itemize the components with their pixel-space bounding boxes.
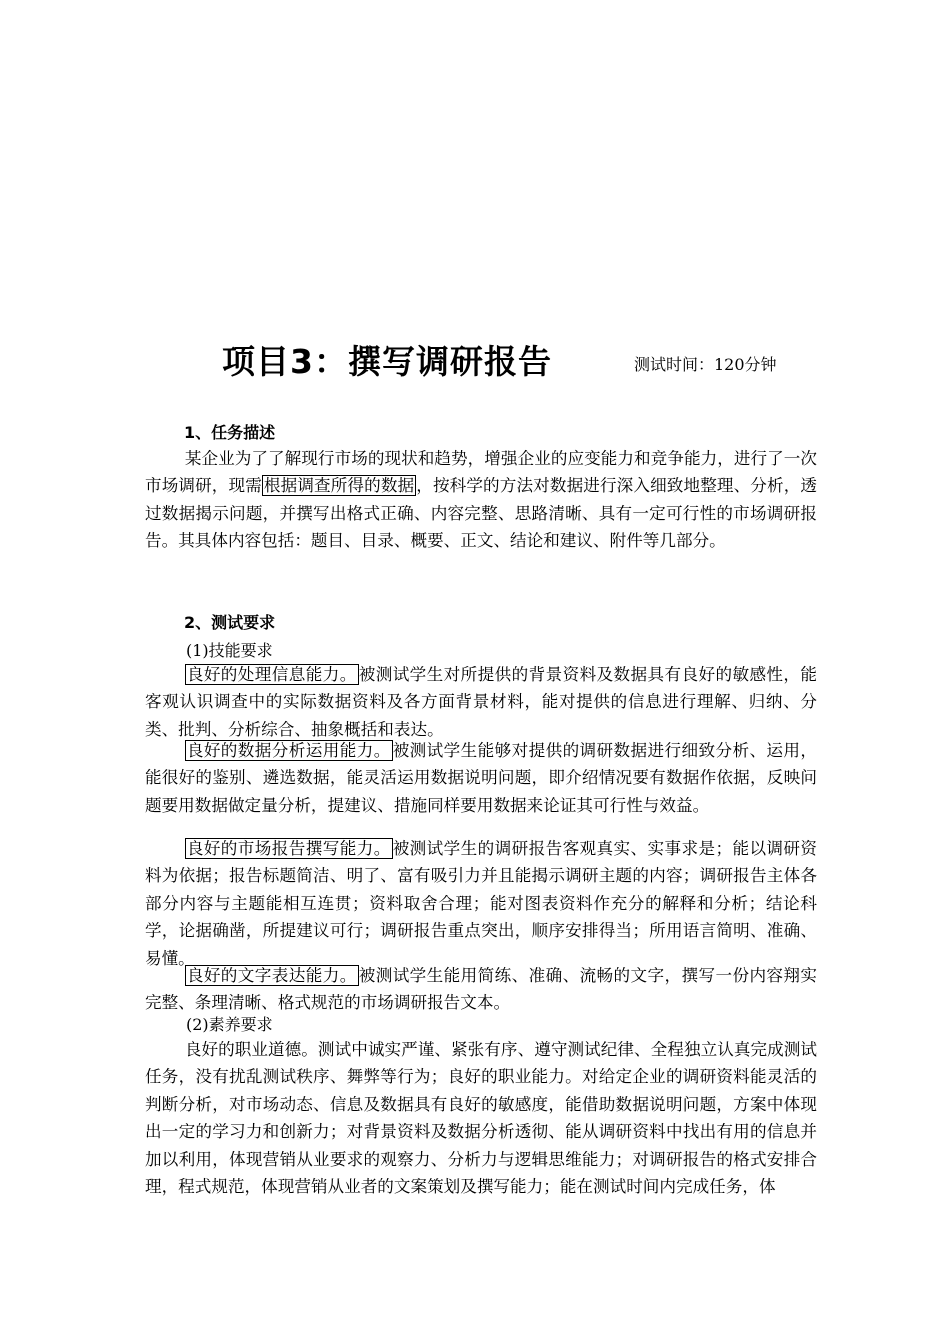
skill-paragraph-data <box>145 737 817 819</box>
page-title: 项目3：撰写调研报告 <box>222 342 552 381</box>
skill-text: 被测试学生能用简练、准确、流畅的文字，撰写一份内容翔实完整、条理清晰、格式规范的市场调研报告文本。 <box>145 966 818 1013</box>
skill-paragraph-info <box>145 661 817 743</box>
skill-text: 被测试学生对所提供的背景资料及数据具有良好的敏感性，能客观认识调查中的实际数据资料及各方面背景材料，能对提供的信息进行理解、归纳、分类、批判、分析综合、抽象概括和表达。 <box>145 665 818 739</box>
task-boxed-phrase: 根据调查所得的数据 <box>263 476 415 496</box>
task-text-after: ，按科学的方法对数据进行深入细致地整理、分析，透过数据揭示问题，并撰写出格式正确、内容完整、思路清晰、具有一定可行性的市场调研报告。其具体内容包括：题目、目录、概要、正文、结论和建议、附件等几部分。 <box>145 476 818 551</box>
skill-boxed-label: 良好的处理信息能力。 <box>186 665 357 684</box>
skill-paragraph-writing <box>145 962 817 1017</box>
section-heading-task: 1、任务描述 <box>184 423 276 442</box>
skill-boxed-label: 良好的数据分析运用能力。 <box>186 741 391 760</box>
skill-paragraph-report <box>145 835 817 972</box>
section-heading-requirements: 2、测试要求 <box>184 613 276 632</box>
task-text-before: 某企业为了了解现行市场的现状和趋势，增强企业的应变能力和竞争能力，进行了一次市场调研，现需 <box>145 449 817 496</box>
literacy-heading: (2)素养要求 <box>186 1015 273 1034</box>
task-description <box>145 445 817 555</box>
skill-text: 被测试学生的调研报告客观真实、实事求是；能以调研资料为依据；报告标题简洁、明了、富有吸引力并且能揭示调研主题的内容；调研报告主体各部分内容与主题能相互连贯；资料取舍合理；能对图表资料作充分的解释和分析；结论科学，论据确凿，所提建议可行；调研报告重点突出，顺序安排得当；所用语言简明、准确、易懂。 <box>145 839 817 968</box>
skill-boxed-label: 良好的文字表达能力。 <box>186 966 357 985</box>
test-time: 测试时间：120分钟 <box>634 355 777 374</box>
skill-text: 被测试学生能够对提供的调研数据进行细致分析、运用，能很好的鉴别、遴选数据，能灵活运用数据说明问题，即介绍情况要有数据作依据，反映问题要用数据做定量分析，提建议、措施同样要用数据来论证其可行性与效益。 <box>145 741 817 815</box>
skill-boxed-label: 良好的市场报告撰写能力。 <box>186 839 391 858</box>
title-row <box>0 336 950 386</box>
skills-heading: (1)技能要求 <box>186 641 273 660</box>
literacy-paragraph: 良好的职业道德。测试中诚实严谨、紧张有序、遵守测试纪律、全程独立认真完成测试任务，没有扰乱测试秩序、舞弊等行为；良好的职业能力。对给定企业的调研资料能灵活的判断分析，对市场动态、信息及数据具有良好的敏感度，能借助数据说明问题，方案中体现出一定的学习力和创新力；对背景资料及数据分析透彻、能从调研资料中找出有用的信息并加以利用，体现营销从业要求的观察力、分析力与逻辑思维能力；对调研报告的格式安排合理，程式规范，体现营销从业者的文案策划及撰写能力；能在测试时间内完成任务，体 <box>145 1040 817 1197</box>
